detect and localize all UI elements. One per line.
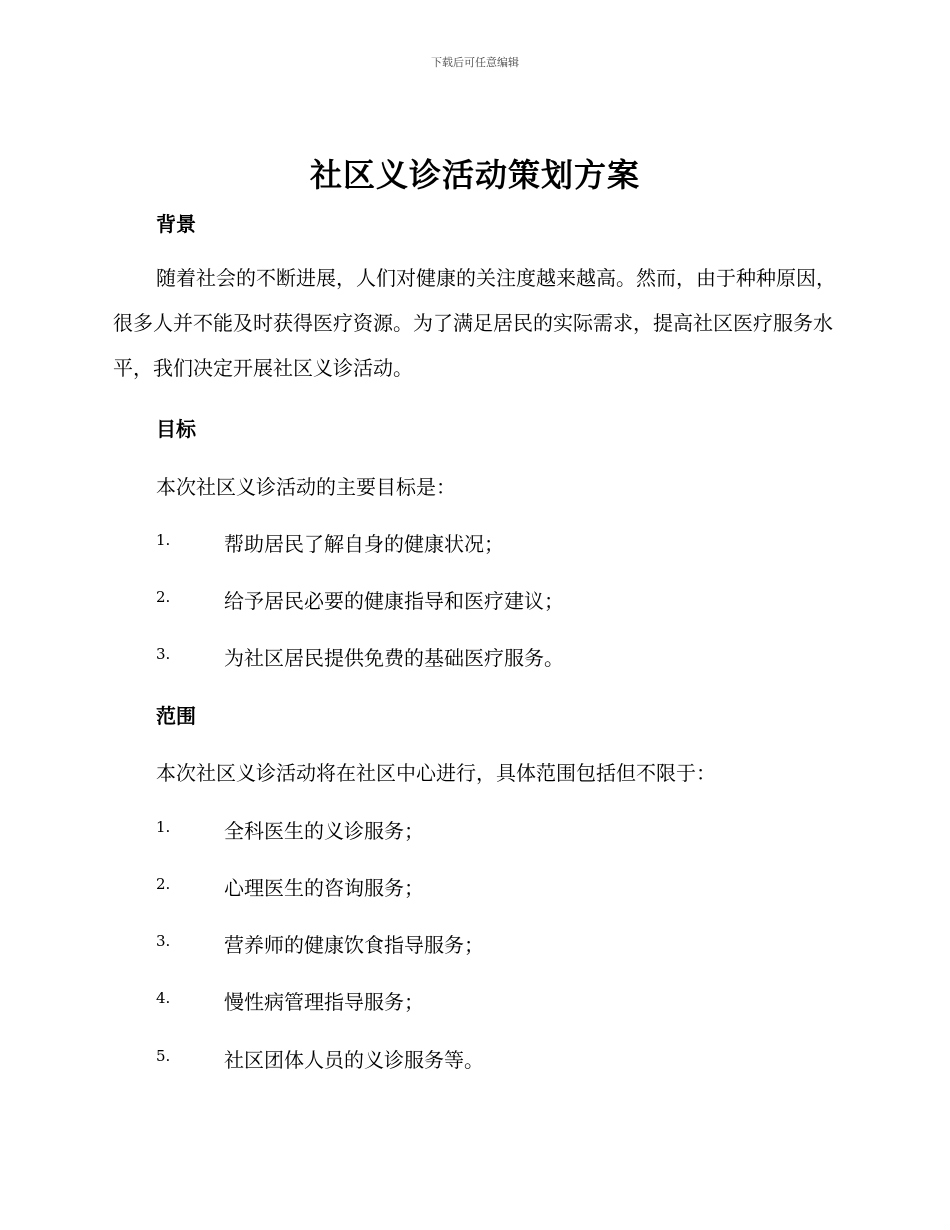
header-note: 下载后可任意编辑	[431, 56, 519, 69]
section-heading-goals: 目标	[156, 417, 196, 441]
list-number: 2.	[156, 875, 171, 893]
goals-intro: 本次社区义诊活动的主要目标是：	[156, 475, 456, 499]
scope-intro: 本次社区义诊活动将在社区中心进行，具体范围包括但不限于：	[156, 761, 716, 785]
list-number: 1.	[156, 818, 171, 836]
list-text: 心理医生的咨询服务；	[224, 876, 424, 900]
list-number: 5.	[156, 1047, 171, 1065]
list-number: 1.	[156, 531, 171, 549]
list-item	[156, 929, 856, 959]
list-text: 为社区居民提供免费的基础医疗服务。	[224, 646, 564, 670]
list-item	[156, 872, 856, 902]
list-text: 给予居民必要的健康指导和医疗建议；	[224, 589, 564, 613]
list-item	[156, 585, 856, 615]
list-number: 3.	[156, 645, 171, 663]
section-heading-background: 背景	[156, 212, 196, 236]
document-title: 社区义诊活动策划方案	[309, 156, 640, 194]
list-item	[156, 986, 856, 1016]
list-text: 营养师的健康饮食指导服务；	[224, 933, 484, 957]
list-text: 全科医生的义诊服务；	[224, 819, 424, 843]
list-text: 慢性病管理指导服务；	[224, 990, 424, 1014]
list-number: 2.	[156, 588, 171, 606]
list-item	[156, 815, 856, 845]
list-item	[156, 1044, 856, 1074]
background-paragraph: 随着社会的不断进展，人们对健康的关注度越来越高。然而，由于种种原因，很多人并不能及时获得医疗资源。为了满足居民的实际需求，提高社区医疗服务水平，我们决定开展社区义诊活动。	[113, 266, 836, 380]
list-item	[156, 642, 856, 672]
section-heading-scope: 范围	[156, 704, 196, 728]
list-text: 社区团体人员的义诊服务等。	[224, 1048, 484, 1072]
list-number: 3.	[156, 932, 171, 950]
list-text: 帮助居民了解自身的健康状况；	[224, 532, 504, 556]
list-item	[156, 528, 856, 558]
list-number: 4.	[156, 989, 171, 1007]
